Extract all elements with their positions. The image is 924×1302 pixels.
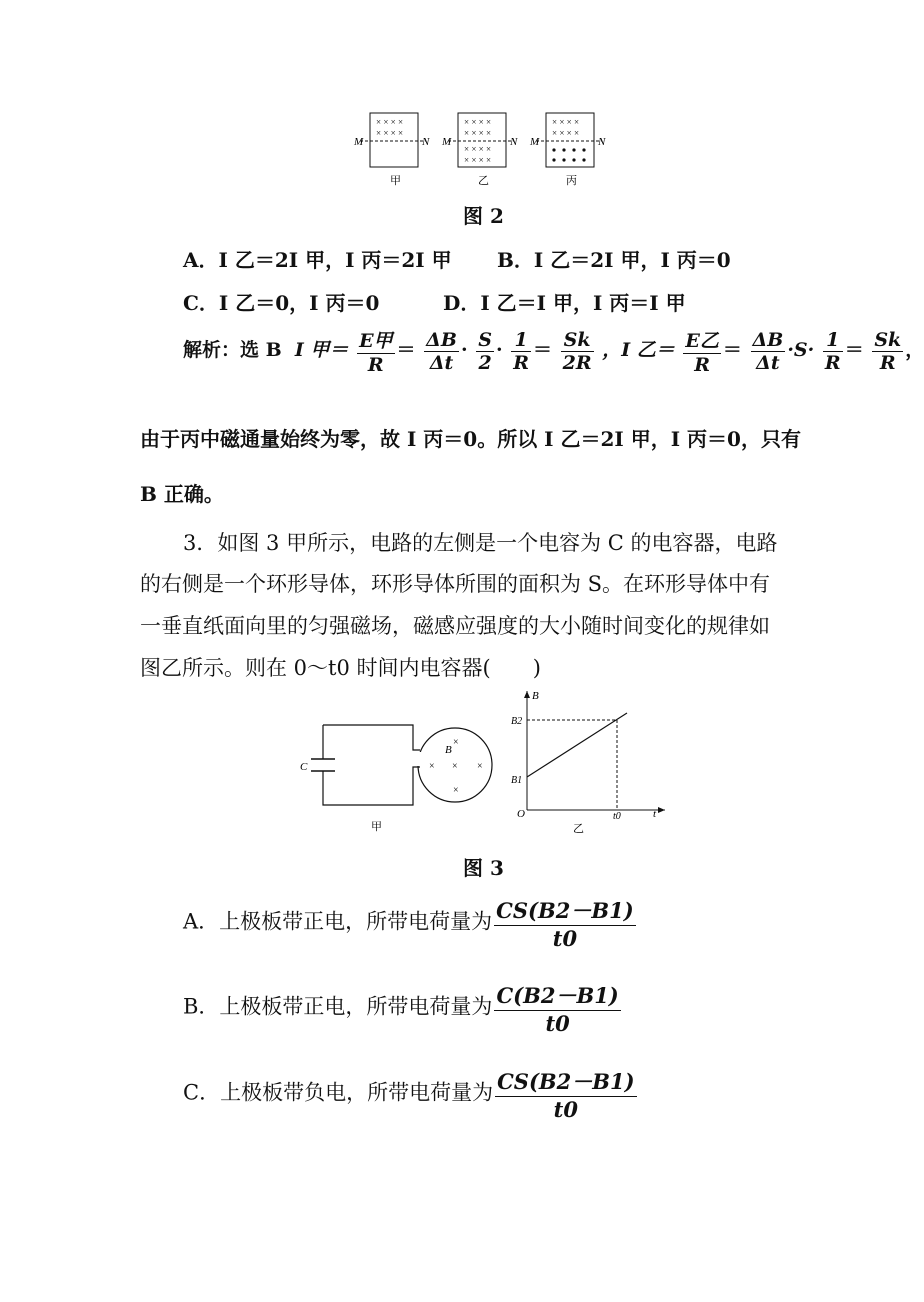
frac5-den: 2R — [562, 351, 592, 374]
figure-2-caption: 图 2 — [463, 204, 504, 228]
svg-text:× × × ×: × × × × — [464, 117, 492, 127]
frac9-num: Sk — [874, 328, 902, 351]
q2-option-d: D．I 乙＝I 甲，I 丙＝I 甲 — [443, 291, 686, 315]
frac6-num: E乙 — [685, 330, 719, 352]
circuit-label: 甲 — [371, 821, 382, 833]
solution-line-3: B 正确。 — [140, 482, 224, 506]
q3-line-2: 的右侧是一个环形导体，环形导体所围的面积为 S。在环形导体中有 — [140, 572, 771, 596]
frac9-den: R — [872, 351, 903, 374]
frac1-den: R — [357, 353, 394, 376]
q3-b-den: t0 — [494, 1010, 620, 1036]
i-yi: ，I 乙＝ — [602, 339, 675, 361]
b-label: B — [445, 744, 452, 756]
c-label: C — [300, 761, 308, 773]
svg-text:× × × ×: × × × × — [464, 144, 492, 154]
figure-3-circuit — [295, 715, 505, 840]
solution-formula: 解析：选 B I 甲＝ $\frac{\text{E甲}}{R}$ ＝ $\frac{\Delta B}{\Delta t}$ · $\frac{S}{2}$ · $\frac{1}{R}$ ＝ $\frac{Sk}{2R}$ ，I 乙＝ $\frac{\text{E乙}}{R}$ ＝ $\frac{\Delta B}{\Delta t}$ ·S· $\frac{1}{R}$ ＝ $\frac{Sk}{R}$ ， — [183, 326, 924, 376]
svg-text:×: × — [477, 761, 483, 772]
frac2-den: Δt — [424, 351, 459, 374]
frac8-den: R — [824, 351, 841, 374]
frac2-num: ΔB — [426, 328, 457, 351]
svg-text:× × × ×: × × × × — [464, 128, 492, 138]
svg-text:× × × ×: × × × × — [552, 128, 580, 138]
frac4-num: 1 — [514, 328, 528, 351]
figure-3-caption: 图 3 — [463, 856, 504, 880]
frac7-den: Δt — [751, 351, 786, 374]
frac7-num: ΔB — [752, 328, 784, 351]
panel-label-yi: 乙 — [478, 175, 489, 187]
frac8-num: 1 — [826, 328, 840, 351]
q3-option-b — [183, 980, 623, 1036]
q3-a-den: t0 — [494, 925, 635, 951]
frac4-den: R — [513, 351, 529, 374]
b2-label: B2 — [511, 716, 523, 727]
q3-option-a — [183, 895, 638, 951]
q3-line-1: 3．如图 3 甲所示，电路的左侧是一个电容为 C 的电容器，电路 — [183, 531, 778, 555]
m-label-2: M — [442, 136, 452, 148]
b1-label: B1 — [511, 775, 523, 786]
m-label-3: M — [530, 136, 540, 148]
svg-text:×: × — [452, 761, 458, 772]
q3-line-3: 一垂直纸面向里的匀强磁场，磁感应强度的大小随时间变化的规律如 — [140, 614, 770, 638]
panel-label-bing: 丙 — [566, 175, 577, 187]
axis-y-label: B — [532, 690, 539, 702]
n-label-3: N — [598, 136, 606, 148]
solution-line-2: 由于丙中磁通量始终为零，故 I 丙＝0。所以 I 乙＝2I 甲，I 丙＝0，只有 — [140, 427, 801, 451]
q3-option-c-text: C．上极板带负电，所带电荷量为 — [183, 1080, 494, 1105]
frac3-den: 2 — [476, 351, 494, 374]
svg-text:× × × ×: × × × × — [464, 155, 492, 165]
q3-line-4: 图乙所示。则在 0～t0 时间内电容器( ) — [140, 656, 541, 680]
i-jia: I 甲＝ — [294, 339, 349, 361]
q3-c-num: CS(B2－B1) — [497, 1069, 635, 1094]
frac3-num: S — [478, 328, 492, 351]
solution-prefix: 解析：选 B — [183, 339, 282, 361]
q3-c-den: t0 — [495, 1096, 636, 1122]
m-label-1: M — [354, 136, 364, 148]
n-label-1: N — [422, 136, 430, 148]
q3-option-b-text: B．上极板带正电，所带电荷量为 — [183, 994, 493, 1019]
svg-text:×: × — [429, 761, 435, 772]
s-mid: ·S· — [787, 339, 815, 361]
figure-2-diagram — [340, 105, 620, 190]
svg-text:× × × ×: × × × × — [376, 128, 404, 138]
figure-3-graph — [505, 685, 675, 835]
q2-option-b: B．I 乙＝2I 甲，I 丙＝0 — [497, 248, 731, 272]
t0-label: t0 — [613, 811, 621, 822]
panel-jia — [353, 113, 430, 187]
svg-text:×: × — [453, 737, 459, 748]
graph-label: 乙 — [573, 823, 584, 835]
panel-bing — [529, 113, 606, 187]
panel-yi — [441, 113, 518, 187]
svg-text:× × × ×: × × × × — [376, 117, 404, 127]
axis-x-label: t — [653, 808, 657, 820]
q2-option-a: A．I 乙＝2I 甲，I 丙＝2I 甲 — [183, 248, 452, 272]
q3-a-num: CS(B2－B1) — [496, 898, 634, 923]
origin-label: O — [517, 808, 525, 820]
q3-b-num: C(B2－B1) — [496, 983, 619, 1008]
q3-option-a-text: A．上极板带正电，所带电荷量为 — [183, 909, 493, 934]
frac6-den: R — [683, 353, 720, 376]
n-label-2: N — [510, 136, 518, 148]
q2-option-c: C．I 乙＝0，I 丙＝0 — [183, 291, 380, 315]
q3-option-c — [183, 1066, 639, 1122]
svg-text:× × × ×: × × × × — [552, 117, 580, 127]
svg-text:×: × — [453, 785, 459, 796]
panel-label-jia: 甲 — [390, 175, 401, 187]
frac1-num: E甲 — [359, 330, 393, 352]
frac5-num: Sk — [563, 328, 591, 351]
